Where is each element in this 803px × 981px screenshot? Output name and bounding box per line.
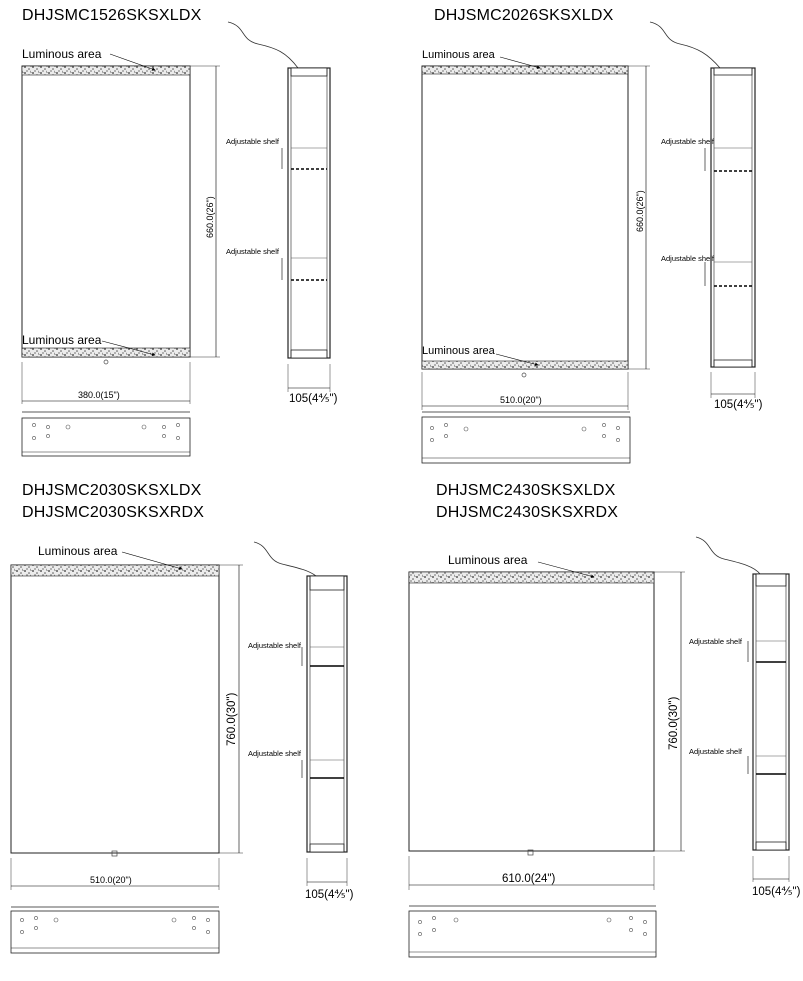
panel-1	[22, 22, 338, 456]
width-dimension: 610.0(24")	[502, 873, 556, 885]
cabinet-side	[711, 68, 755, 367]
cabinet-side	[307, 576, 347, 852]
panel-4	[409, 537, 801, 957]
luminous-strip-top	[22, 66, 190, 75]
width-dimension: 510.0(20")	[500, 395, 542, 405]
luminous-area-label: Luminous area	[38, 544, 118, 558]
panel-3	[11, 542, 354, 953]
cabinet-side	[288, 68, 330, 358]
panel-2	[422, 22, 763, 463]
shelf-label: Adjustable shelf	[226, 137, 279, 146]
luminous-area-label: Luminous area	[22, 47, 102, 61]
model-title: DHJSMC2430SKSXLDX	[436, 482, 616, 499]
model-title: DHJSMC2030SKSXRDX	[22, 504, 205, 521]
power-cable	[228, 22, 298, 68]
power-cable	[650, 22, 720, 68]
depth-dimension: 105(4⅘")	[305, 889, 354, 901]
model-title: DHJSMC2026SKSXLDX	[434, 7, 614, 24]
luminous-area-label: Luminous area	[22, 333, 102, 347]
model-title: DHJSMC2430SKSXRDX	[436, 504, 619, 521]
plan-view	[409, 911, 656, 957]
shelf-label: Adjustable shelf	[248, 749, 301, 758]
cabinet-side	[753, 574, 789, 850]
luminous-area-label: Luminous area	[422, 49, 495, 61]
height-dimension: 760.0(30")	[668, 696, 680, 750]
cabinet-front	[22, 66, 190, 357]
shelf-label: Adjustable shelf	[689, 747, 742, 756]
luminous-area-label: Luminous area	[422, 345, 495, 357]
shelf-label: Adjustable shelf	[661, 254, 714, 263]
cabinet-front	[11, 565, 219, 853]
lock-icon	[522, 373, 526, 377]
luminous-strip-top	[422, 66, 628, 74]
model-title: DHJSMC2030SKSXLDX	[22, 482, 202, 499]
shelf-label: Adjustable shelf	[661, 137, 714, 146]
plan-view	[11, 911, 219, 953]
luminous-strip-bottom	[422, 361, 628, 369]
luminous-strip-top	[11, 565, 219, 576]
cabinet-front	[409, 572, 654, 851]
depth-dimension: 105(4⅘")	[289, 393, 338, 405]
luminous-strip-top	[409, 572, 654, 583]
shelf-label: Adjustable shelf	[226, 247, 279, 256]
width-dimension: 380.0(15")	[78, 390, 120, 400]
power-cable	[254, 542, 316, 576]
depth-dimension: 105(4⅘")	[714, 399, 763, 411]
plan-view	[22, 418, 190, 456]
depth-dimension: 105(4⅘")	[752, 886, 801, 898]
width-dimension: 510.0(20")	[90, 875, 132, 885]
power-cable	[696, 537, 760, 574]
shelf-label: Adjustable shelf	[689, 637, 742, 646]
height-dimension: 660.0(26")	[205, 196, 215, 238]
height-dimension: 660.0(26")	[635, 190, 645, 232]
height-dimension: 760.0(30")	[226, 692, 238, 746]
shelf-label: Adjustable shelf	[248, 641, 301, 650]
cabinet-front	[422, 66, 628, 369]
model-title: DHJSMC1526SKSXLDX	[22, 7, 202, 24]
luminous-area-label: Luminous area	[448, 553, 528, 567]
plan-view	[422, 417, 630, 463]
luminous-strip-bottom	[22, 348, 190, 357]
lock-icon	[104, 360, 108, 364]
